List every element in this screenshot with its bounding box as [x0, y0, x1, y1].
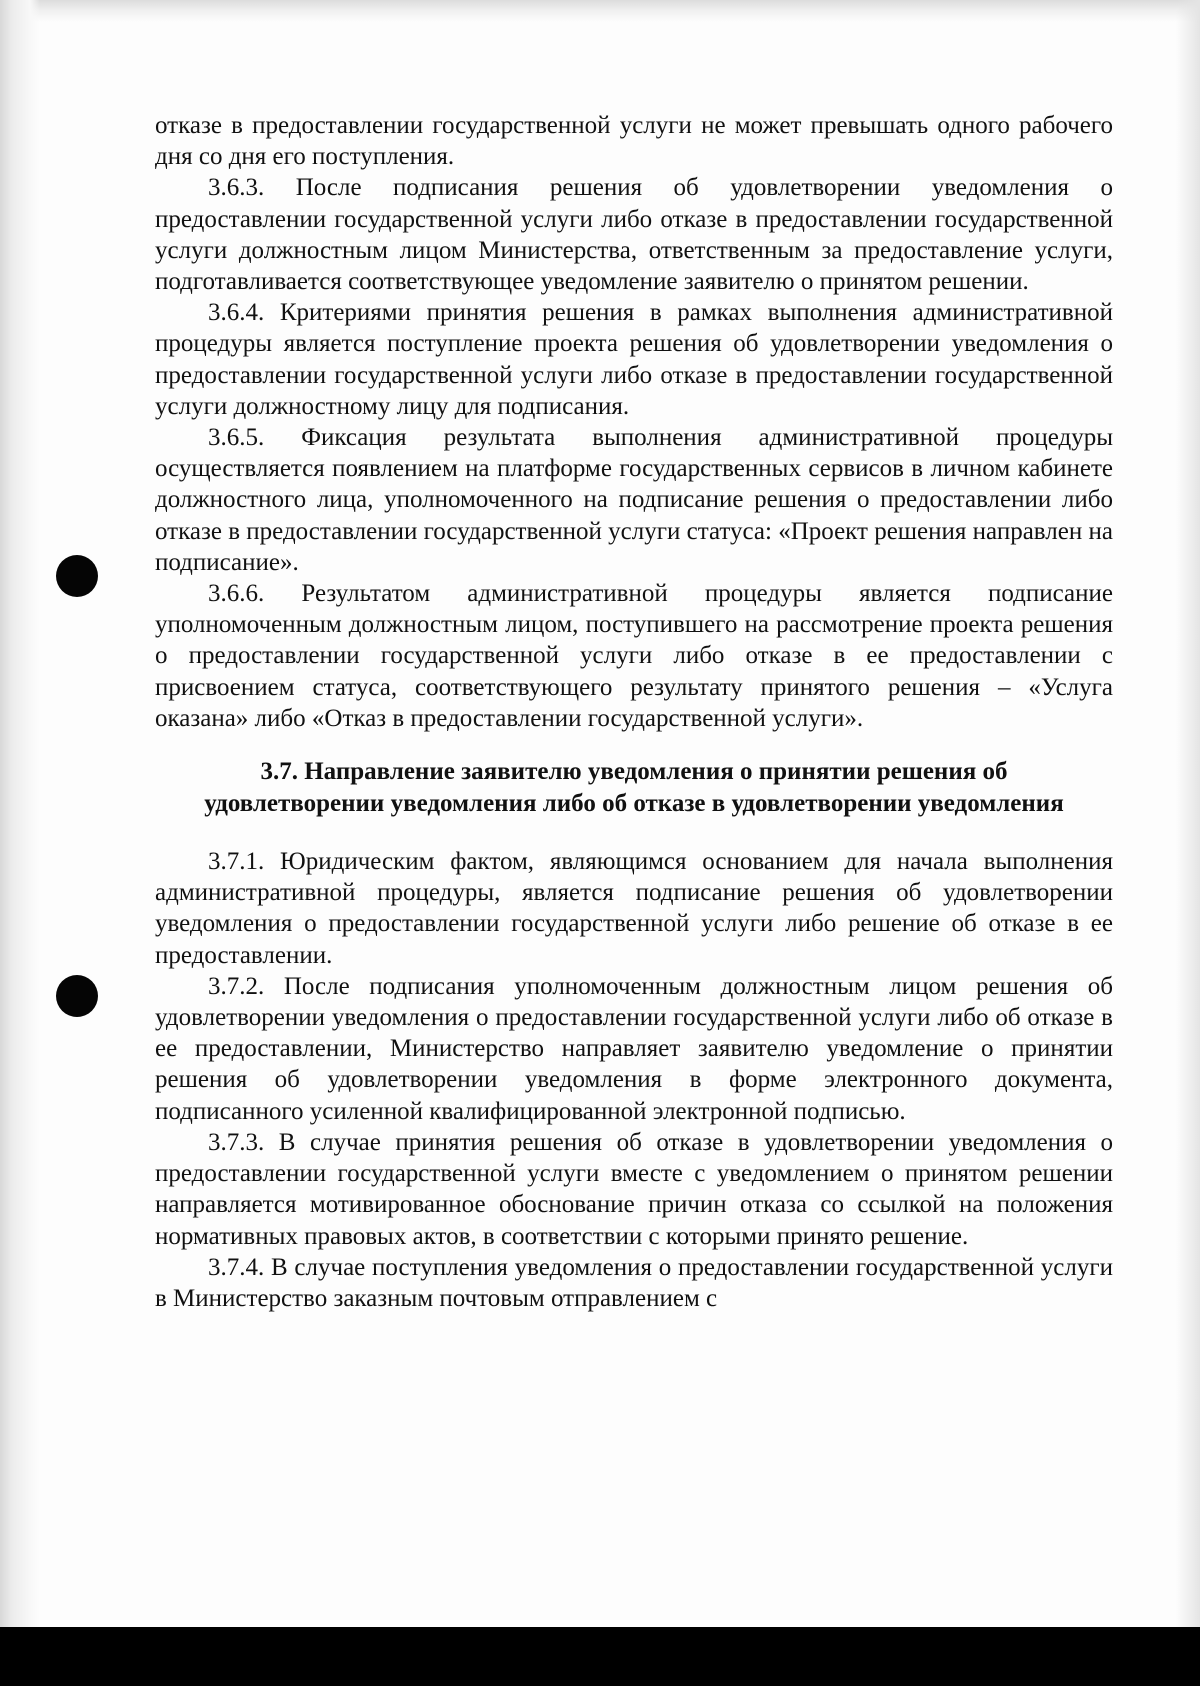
- scan-bottom-black-bar: [0, 1627, 1200, 1686]
- paragraph-3-6-4: 3.6.4. Критериями принятия решения в рамках выполнения административной процедуры является поступление проекта решения об удовлетворении уведомления о предоставлении государственной услуги либо отказе в предоставлении государственной услуги должностному лицу для подписания.: [155, 299, 1113, 420]
- paragraph-3-7-3: 3.7.3. В случае принятия решения об отказе в удовлетворении уведомления о предоставлении государственной услуги вместе с уведомлением о принятом решении направляется мотивированное обоснование причин отказа со ссылкой на положения нормативных правовых актов, в соответствии с которыми принято решение.: [155, 1128, 1113, 1250]
- paragraph-3-6-5: 3.6.5. Фиксация результата выполнения административной процедуры осуществляется появлением на платформе государственных сервисов в личном кабинете должностного лица, уполномоченного на подписание решения о предоставлении либо отказе в предоставлении государственной услуги статуса: «Проект решения направлен на подписание».: [155, 424, 1113, 576]
- paragraph-3-6-6: 3.6.6. Результатом административной процедуры является подписание уполномоченным должностным лицом, поступившего на рассмотрение проекта решения о предоставлении государственной услуги либо отказе в ее предоставлении с присвоением статуса, соответствующего результату принятого решения – «Услуга оказана» либо «Отказ в предоставлении государственной услуги».: [155, 580, 1113, 732]
- scan-shadow-left: [0, 0, 40, 1686]
- paragraph-3-7-1: 3.7.1. Юридическим фактом, являющимся основанием для начала выполнения административной процедуры, является подписание решения об удовлетворении уведомления о предоставлении государственной услуги либо решение об отказе в ее предоставлении.: [155, 848, 1113, 969]
- paragraph-3-6-3: 3.6.3. После подписания решения об удовлетворении уведомления о предоставлении государственной услуги либо отказе в предоставлении государственной услуги должностным лицом Министерства, ответственным за предоставление услуги, подготавливается соответствующее уведомление заявителю о принятом решении.: [155, 174, 1113, 296]
- section-heading-3-7: 3.7. Направление заявителю уведомления о принятии решения об удовлетворении уведомления либо об отказе в удовлетворении уведомления: [204, 758, 1064, 817]
- punch-hole-lower: [56, 975, 98, 1017]
- scan-shadow-top: [0, 0, 1200, 22]
- paragraph-3-6-2-continuation: отказе в предоставлении государственной услуги не может превышать одного рабочего дня со дня его поступления.: [155, 112, 1113, 171]
- document-body: [155, 110, 1113, 1314]
- scan-shadow-right: [1176, 0, 1200, 1686]
- paragraph-3-7-2: 3.7.2. После подписания уполномоченным должностным лицом решения об удовлетворении уведомления о предоставлении государственной услуги либо об отказе в ее предоставлении, Министерство направляет заявителю уведомление о принятии решения об удовлетворении уведомления в форме электронного документа, подписанного усиленной квалифицированной электронной подписью.: [155, 972, 1113, 1125]
- punch-hole-upper: [56, 555, 98, 597]
- paragraph-3-7-4: 3.7.4. В случае поступления уведомления о предоставлении государственной услуги в Министерство заказным почтовым отправлением с: [155, 1253, 1113, 1312]
